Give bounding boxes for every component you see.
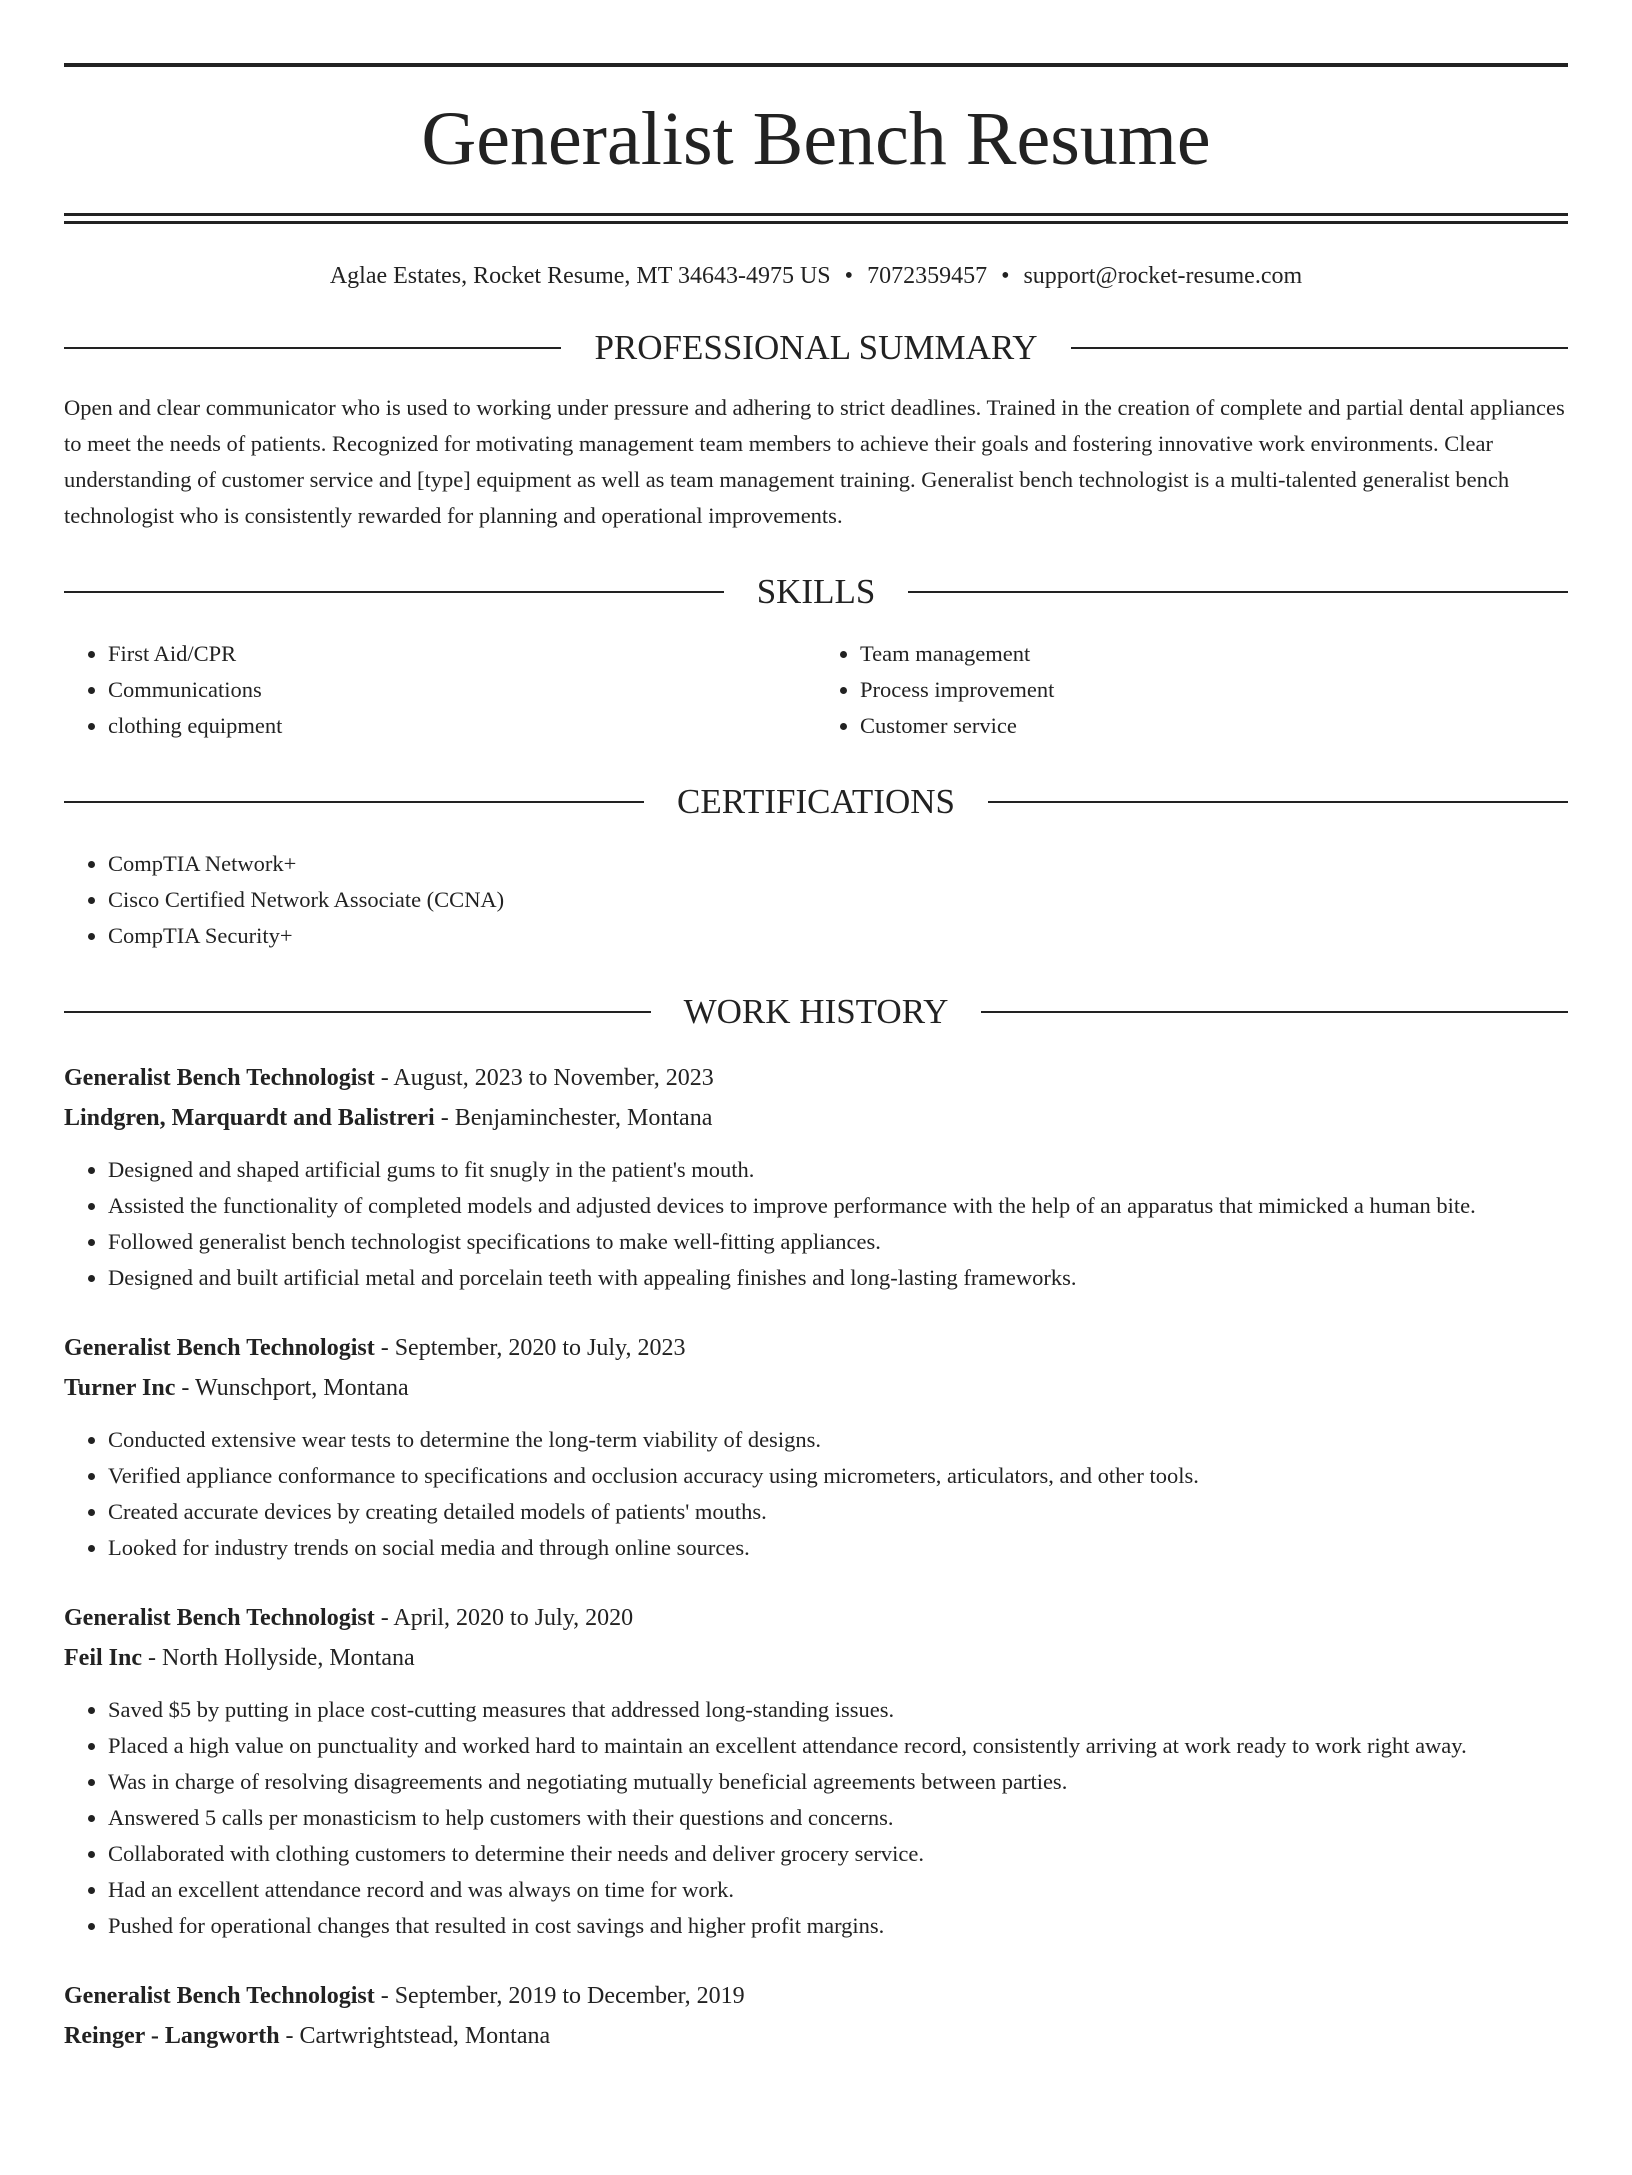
job-dash: -: [374, 1605, 394, 1631]
job-bullet: • Verified appliance conformance to specifications and occlusion accuracy using micrometers, articulators, and other tools.: [108, 1458, 1568, 1494]
job-bullet: • Designed and built artificial metal and porcelain teeth with appealing finishes and long-lasting frameworks.: [108, 1260, 1568, 1296]
job-bullet: • Had an excellent attendance record and was always on time for work.: [108, 1872, 1568, 1908]
job-bullet: • Was in charge of resolving disagreements and negotiating mutually beneficial agreements between parties.: [108, 1764, 1568, 1800]
skill-item: • Process improvement: [860, 672, 1568, 708]
job-dash: -: [142, 1645, 162, 1671]
job-dash: -: [175, 1375, 195, 1401]
job-dash: -: [279, 2023, 300, 2049]
job-bullets: [64, 1152, 1568, 1296]
job-dates: April, 2020 to July, 2020: [393, 1605, 634, 1631]
certification-item: • CompTIA Security+: [108, 918, 1568, 954]
resume-title: Generalist Bench Resume: [421, 97, 1211, 181]
job-company: Reinger - Langworth: [64, 2023, 280, 2049]
section-heading-summary: [64, 328, 1568, 368]
resume-page: [0, 63, 1632, 2175]
summary-text: Open and clear communicator who is used to working under pressure and adhering to strict deadlines. Trained in the creation of complete and partial dental appliances to meet the needs of patients. Recognized for motivating management team members to achieve their goals and fostering innovative work environments. Clear understanding of customer service and [type] equipment as well as team management training. Generalist bench technologist is a multi-talented generalist bench technologist who is consistently rewarded for planning and operational improvements.: [64, 395, 1565, 528]
job-bullets: [64, 1422, 1568, 1566]
contact-separator: •: [844, 263, 854, 289]
heading-rule-right: [988, 801, 1568, 803]
contact-separator: •: [1001, 263, 1010, 289]
skill-item: • First Aid/CPR: [108, 636, 816, 672]
job-title: Generalist Bench Technologist: [64, 1065, 375, 1091]
section-title: PROFESSIONAL SUMMARY: [594, 328, 1038, 367]
job-company-line: [64, 1638, 1568, 1678]
section-heading-skills: [64, 572, 1568, 612]
job-dash: -: [434, 1105, 455, 1131]
heading-rule-left: [64, 801, 644, 803]
section-heading-work-history: [64, 992, 1568, 1032]
section-title: WORK HISTORY: [683, 992, 949, 1031]
job-title-line: [64, 1598, 1568, 1638]
job-bullets: [64, 1692, 1568, 1944]
job-dates: September, 2020 to July, 2023: [394, 1335, 686, 1361]
certification-item: • Cisco Certified Network Associate (CCNA): [108, 882, 1568, 918]
job-company: Feil Inc: [64, 1645, 142, 1671]
job-dash: -: [374, 1983, 395, 2009]
job-title: Generalist Bench Technologist: [64, 1335, 375, 1361]
job-title-line: [64, 1058, 1568, 1098]
skill-item: • Communications: [108, 672, 816, 708]
section-title: SKILLS: [756, 572, 876, 611]
job-company: Lindgren, Marquardt and Balistreri: [64, 1105, 435, 1131]
section-title: CERTIFICATIONS: [677, 782, 955, 821]
job-dash: -: [374, 1065, 394, 1091]
job-location: North Hollyside, Montana: [162, 1645, 415, 1671]
section-heading-certifications: [64, 782, 1568, 822]
skill-item: • Customer service: [860, 708, 1568, 744]
skill-item: • Team management: [860, 636, 1568, 672]
job-entry: [64, 1976, 1568, 2056]
skill-item: • clothing equipment: [108, 708, 816, 744]
job-company-line: [64, 1368, 1568, 1408]
job-bullet: • Looked for industry trends on social media and through online sources.: [108, 1530, 1568, 1566]
contact-phone: 7072359457: [867, 263, 988, 289]
job-title-line: [64, 1328, 1568, 1368]
heading-rule-left: [64, 591, 724, 593]
job-company-line: [64, 2016, 1568, 2056]
job-bullet: • Created accurate devices by creating detailed models of patients' mouths.: [108, 1494, 1568, 1530]
title-double-rule: [64, 213, 1568, 224]
job-bullet: • Saved $5 by putting in place cost-cutting measures that addressed long-standing issues.: [108, 1692, 1568, 1728]
job-location: Benjaminchester, Montana: [454, 1105, 713, 1131]
job-dates: September, 2019 to December, 2019: [394, 1983, 745, 2009]
job-entry: [64, 1598, 1568, 1944]
job-title: Generalist Bench Technologist: [64, 1605, 375, 1631]
contact-email: support@rocket-resume.com: [1023, 263, 1303, 289]
job-entry: [64, 1058, 1568, 1296]
certification-item: • CompTIA Network+: [108, 846, 1568, 882]
job-bullet: • Collaborated with clothing customers to determine their needs and deliver grocery service.: [108, 1836, 1568, 1872]
skills-list-left: [64, 636, 816, 744]
job-bullet: • Followed generalist bench technologist specifications to make well-fitting appliances.: [108, 1224, 1568, 1260]
job-location: Cartwrightstead, Montana: [299, 2023, 551, 2049]
job-location: Wunschport, Montana: [194, 1375, 409, 1401]
job-bullet: • Designed and shaped artificial gums to fit snugly in the patient's mouth.: [108, 1152, 1568, 1188]
heading-rule-right: [981, 1011, 1568, 1013]
heading-rule-left: [64, 1011, 651, 1013]
job-title: Generalist Bench Technologist: [64, 1983, 375, 2009]
skills-columns: [64, 636, 1568, 744]
heading-rule-right: [908, 591, 1568, 593]
job-bullet: • Placed a high value on punctuality and worked hard to maintain an excellent attendance record, consistently arriving at work ready to work right away.: [108, 1728, 1568, 1764]
job-title-line: [64, 1976, 1568, 2016]
job-company-line: [64, 1098, 1568, 1138]
skills-list-right: [816, 636, 1568, 744]
contact-address: Aglae Estates, Rocket Resume, MT 34643-4975 US: [329, 263, 831, 289]
job-bullet: • Answered 5 calls per monasticism to help customers with their questions and concerns.: [108, 1800, 1568, 1836]
heading-rule-left: [64, 347, 561, 349]
top-rule: [64, 63, 1568, 67]
job-entry: [64, 1328, 1568, 1566]
job-company: Turner Inc: [64, 1375, 176, 1401]
job-dash: -: [374, 1335, 395, 1361]
contact-line: [64, 262, 1568, 290]
heading-rule-right: [1071, 347, 1568, 349]
job-dates: August, 2023 to November, 2023: [393, 1065, 714, 1091]
job-bullet: • Pushed for operational changes that resulted in cost savings and higher profit margins.: [108, 1908, 1568, 1944]
job-bullet: • Assisted the functionality of completed models and adjusted devices to improve performance with the help of an apparatus that mimicked a human bite.: [108, 1188, 1568, 1224]
certifications-list: [64, 846, 1568, 954]
job-bullet: • Conducted extensive wear tests to determine the long-term viability of designs.: [108, 1422, 1568, 1458]
